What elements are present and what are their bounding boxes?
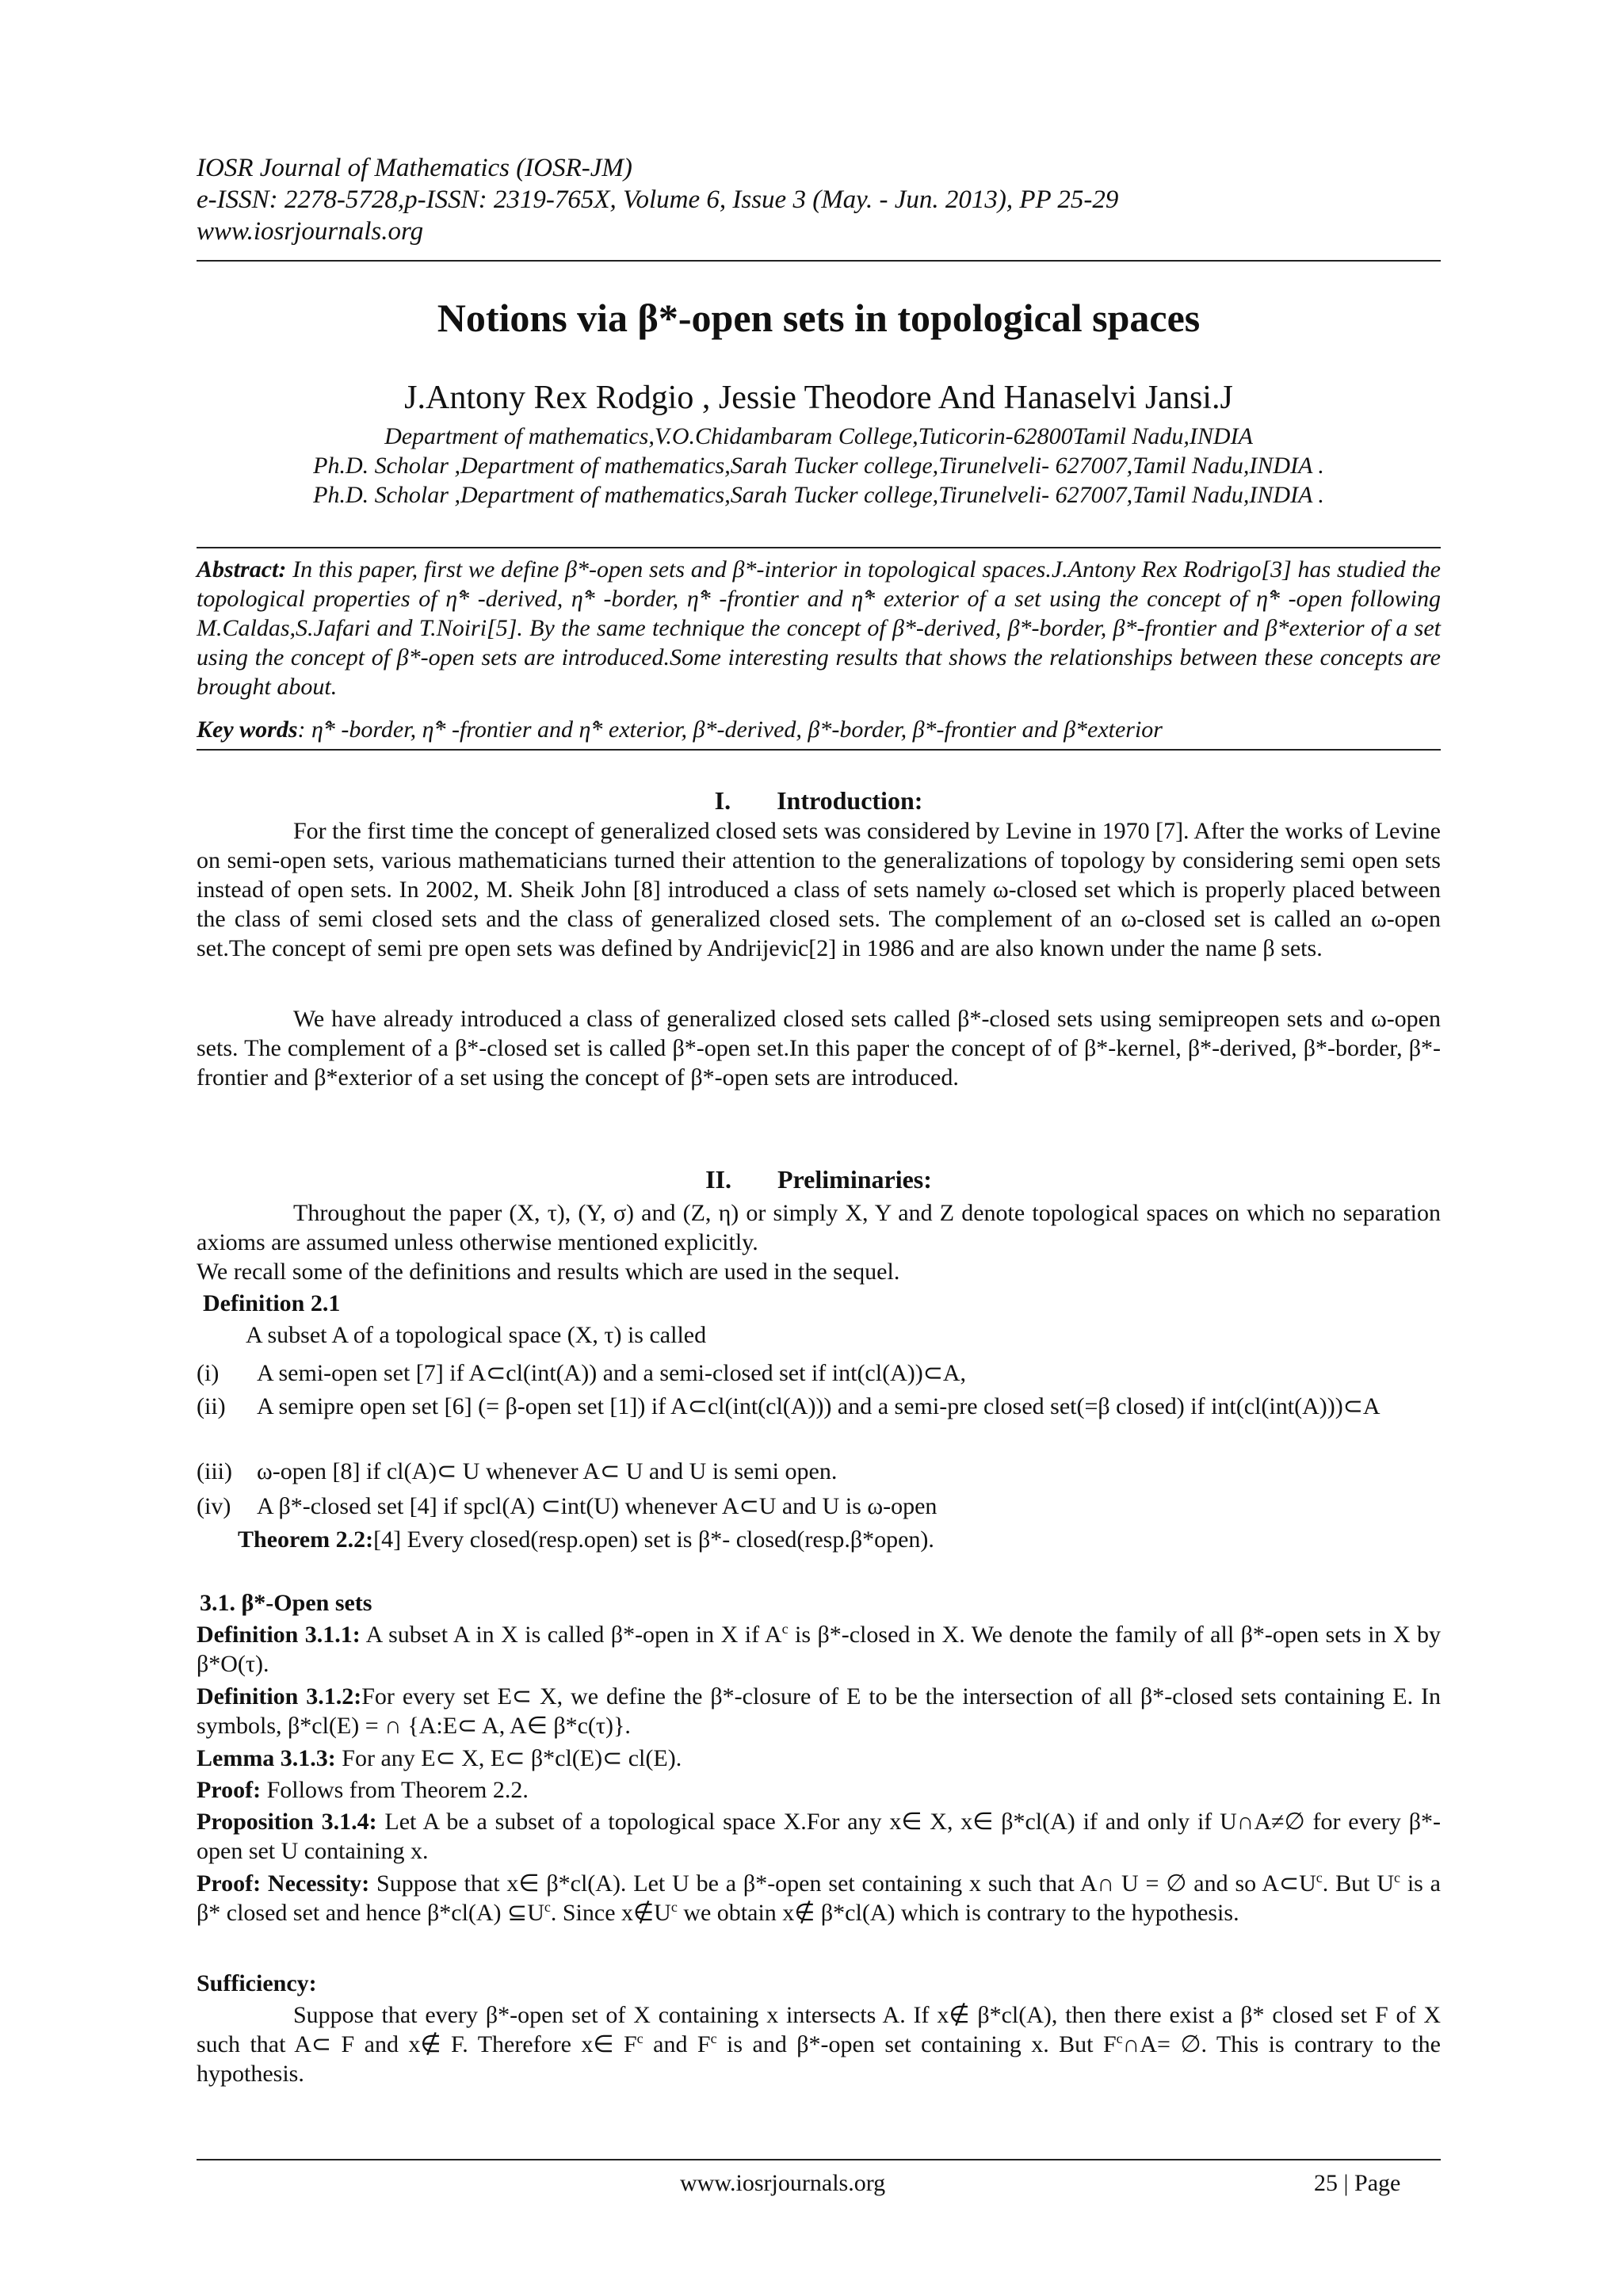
item-text: ω-open [8] if cl(A)⊂ U whenever A⊂ U and U is semi open. bbox=[257, 1458, 838, 1484]
paper-authors: J.Antony Rex Rodgio , Jessie Theodore And Hanaselvi Jansi.J bbox=[404, 380, 1233, 416]
proof-text: Follows from Theorem 2.2. bbox=[261, 1777, 529, 1803]
abstract-label: Abstract: bbox=[197, 556, 287, 583]
affiliation-1: Department of mathematics,V.O.Chidambaram College,Tuticorin-62800Tamil Nadu,INDIA bbox=[384, 423, 1253, 449]
item-marker: (ii) bbox=[197, 1393, 226, 1419]
section-number: II. bbox=[705, 1165, 731, 1194]
definition-text: A subset A in X is called β*-open in X if A bbox=[360, 1622, 782, 1648]
definition-2-1-intro: A subset A of a topological space (X, τ) is called bbox=[246, 1322, 707, 1348]
subsection-heading: 3.1. β*-Open sets bbox=[200, 1590, 372, 1616]
proposition-text: Let A be a subset of a topological space X.For any x∈ X, x∈ β*cl(A) if and only if U∩A≠∅ for every β*-open set U containing x. bbox=[197, 1809, 1441, 1864]
journal-issn: e-ISSN: 2278-5728,p-ISSN: 2319-765X, Volume 6, Issue 3 (May. - Jun. 2013), PP 25-29 bbox=[197, 185, 1119, 214]
abstract-text: In this paper, first we define β*-open sets and β*-interior in topological spaces.J.Antony Rex Rodrigo[3] has studied the topological properties of η̂* -derived, η̂* -border, η̂* -frontier and η̂* exterior of a set using the concept of η̂* -open following M.Caldas,S.Jafari and T.Noiri[5]. By the same technique the concept of β*-derived, β*-border, β*-frontier and β*exterior of a set using the concept of β*-open sets are introduced.Some interesting results that shows the relationships between these concepts are brought about. bbox=[197, 556, 1441, 700]
definition-label: Definition 3.1.2: bbox=[197, 1683, 362, 1710]
item-text: A semipre open set [6] (= β-open set [1]) if A⊂cl(int(cl(A))) and a semi-pre closed set(=β closed) if int(cl(int(A)))⊂A bbox=[257, 1393, 1381, 1419]
header-rule bbox=[197, 260, 1441, 262]
proof-text: . But U bbox=[1322, 1870, 1394, 1897]
definition-3-1-1 bbox=[197, 1620, 1441, 1679]
section-title: Introduction: bbox=[777, 786, 923, 815]
superscript-c: c bbox=[781, 1621, 789, 1637]
intro-paragraph-1: For the first time the concept of generalized closed sets was considered by Levine in 1970 [7]. After the works of Levine on semi-open sets, various mathematicians turned their attention to the generalizations of topology by considering semi open sets instead of open sets. In 2002, M. Sheik John [8] introduced a class of sets namely ω-closed set which is properly placed between the class of semi closed sets and the class of generalized closed sets. The complement of an ω-closed set is called an ω-open set.The concept of semi pre open sets was defined by Andrijevic[2] in 1986 and are also known under the name β sets. bbox=[197, 818, 1441, 961]
proof-3-1-3 bbox=[197, 1775, 1441, 1805]
superscript-c: c bbox=[670, 1899, 678, 1915]
item-marker: (i) bbox=[197, 1360, 220, 1386]
affiliation-2: Ph.D. Scholar ,Department of mathematics,Sarah Tucker college,Tirunelveli- 627007,Tamil Nadu,INDIA . bbox=[313, 453, 1324, 479]
proof-text: Suppose that every β*-open set of X containing x intersects A. If x∉ β*cl(A), then there exist a β* closed set F of X such that A⊂ F and x∉ F. Therefore x∈ F bbox=[197, 2002, 1441, 2057]
definition-2-1-label: Definition 2.1 bbox=[203, 1290, 341, 1316]
theorem-text: [4] Every closed(resp.open) set is β*- closed(resp.β*open). bbox=[373, 1526, 934, 1553]
journal-name: IOSR Journal of Mathematics (IOSR-JM) bbox=[197, 154, 632, 182]
proof-text: . Since x∉U bbox=[550, 1900, 671, 1926]
definition-text: For every set E⊂ X, we define the β*-closure of E to be the intersection of all β*-closed sets containing E. In symbols, β*cl(E) = ∩ {A:E⊂ A, A∈ β*c(τ)}. bbox=[197, 1683, 1442, 1739]
proof-label: Proof: bbox=[197, 1777, 262, 1803]
proof-text: ∩A= ∅. This is contrary to the hypothesis. bbox=[197, 2031, 1441, 2087]
item-text: A semi-open set [7] if A⊂cl(int(A)) and a semi-closed set if int(cl(A))⊂A, bbox=[257, 1360, 967, 1386]
definition-3-1-2 bbox=[197, 1682, 1441, 1740]
paper-page bbox=[197, 0, 1441, 2296]
abstract-top-rule bbox=[197, 547, 1441, 548]
sufficiency-label: Sufficiency: bbox=[197, 1970, 317, 1996]
journal-header bbox=[197, 152, 1118, 247]
proof-text: and F bbox=[643, 2031, 711, 2057]
journal-website: www.iosrjournals.org bbox=[197, 217, 424, 246]
superscript-c: c bbox=[544, 1899, 551, 1915]
proof-necessity bbox=[197, 1869, 1441, 1927]
superscript-c: c bbox=[636, 2030, 643, 2046]
item-marker: (iii) bbox=[197, 1458, 232, 1484]
definition-text: is β*-closed in X. We denote the family of all β*-open sets in X by β*O(τ). bbox=[197, 1622, 1442, 1677]
proof-text: Suppose that x∈ β*cl(A). Let U be a β*-open set containing x such that A∩ U = ∅ and so A⊂U bbox=[369, 1870, 1316, 1897]
footer-website: www.iosrjournals.org bbox=[680, 2170, 886, 2196]
theorem-2-2 bbox=[238, 1525, 934, 1554]
theorem-label: Theorem 2.2: bbox=[238, 1526, 374, 1553]
proposition-label: Proposition 3.1.4: bbox=[197, 1809, 377, 1835]
section-heading-introduction bbox=[197, 786, 1441, 816]
section-heading-preliminaries bbox=[197, 1165, 1441, 1194]
item-marker: (iv) bbox=[197, 1493, 231, 1519]
lemma-label: Lemma 3.1.3: bbox=[197, 1745, 336, 1771]
footer-rule bbox=[197, 2159, 1441, 2160]
item-text: A β*-closed set [4] if spcl(A) ⊂int(U) whenever A⊂U and U is ω-open bbox=[257, 1493, 938, 1519]
superscript-c: c bbox=[1116, 2030, 1123, 2046]
affiliations bbox=[197, 422, 1441, 510]
lemma-3-1-3 bbox=[197, 1744, 1441, 1773]
proposition-3-1-4 bbox=[197, 1807, 1441, 1866]
proof-text: we obtain x∉ β*cl(A) which is contrary to the hypothesis. bbox=[677, 1900, 1239, 1926]
keywords-text: : η̂* -border, η̂* -frontier and η̂* exterior, β*-derived, β*-border, β*-frontier and β*exterior bbox=[297, 716, 1163, 743]
prelim-paragraph-2: We recall some of the definitions and results which are used in the sequel. bbox=[197, 1259, 900, 1285]
superscript-c: c bbox=[710, 2030, 717, 2046]
paper-title: Notions via β*-open sets in topological spaces bbox=[437, 296, 1201, 340]
prelim-paragraph-1: Throughout the paper (X, τ), (Y, σ) and (Z, η) or simply X, Y and Z denote topological spaces on which no separation axioms are assumed unless otherwise mentioned explicitly. bbox=[197, 1200, 1441, 1255]
section-number: I. bbox=[714, 786, 731, 815]
keywords bbox=[197, 715, 1441, 744]
proof-text: is a β* closed set and hence β*cl(A) ⊆U bbox=[197, 1870, 1441, 1926]
intro-paragraph-2: We have already introduced a class of generalized closed sets called β*-closed sets using semipreopen sets and ω-open sets. The complement of a β*-closed set is called β*-open set.In this paper the concept of of β*-kernel, β*-derived, β*-border, β*-frontier and β*exterior of a set using the concept of β*-open sets are introduced. bbox=[197, 1006, 1441, 1091]
superscript-c: c bbox=[1393, 1870, 1400, 1885]
abstract-bottom-rule bbox=[197, 749, 1441, 751]
lemma-text: For any E⊂ X, E⊂ β*cl(E)⊂ cl(E). bbox=[335, 1745, 682, 1771]
necessity-label: Proof: Necessity: bbox=[197, 1870, 370, 1897]
definition-label: Definition 3.1.1: bbox=[197, 1622, 361, 1648]
keywords-label: Key words bbox=[197, 716, 298, 743]
proof-sufficiency bbox=[197, 2000, 1441, 2088]
section-title: Preliminaries: bbox=[777, 1165, 932, 1194]
abstract bbox=[197, 555, 1441, 701]
superscript-c: c bbox=[1316, 1870, 1323, 1885]
footer-page-number: 25 | Page bbox=[1314, 2170, 1401, 2196]
proof-text: is and β*-open set containing x. But F bbox=[716, 2031, 1117, 2057]
affiliation-3: Ph.D. Scholar ,Department of mathematics,Sarah Tucker college,Tirunelveli- 627007,Tamil Nadu,INDIA . bbox=[313, 482, 1324, 508]
